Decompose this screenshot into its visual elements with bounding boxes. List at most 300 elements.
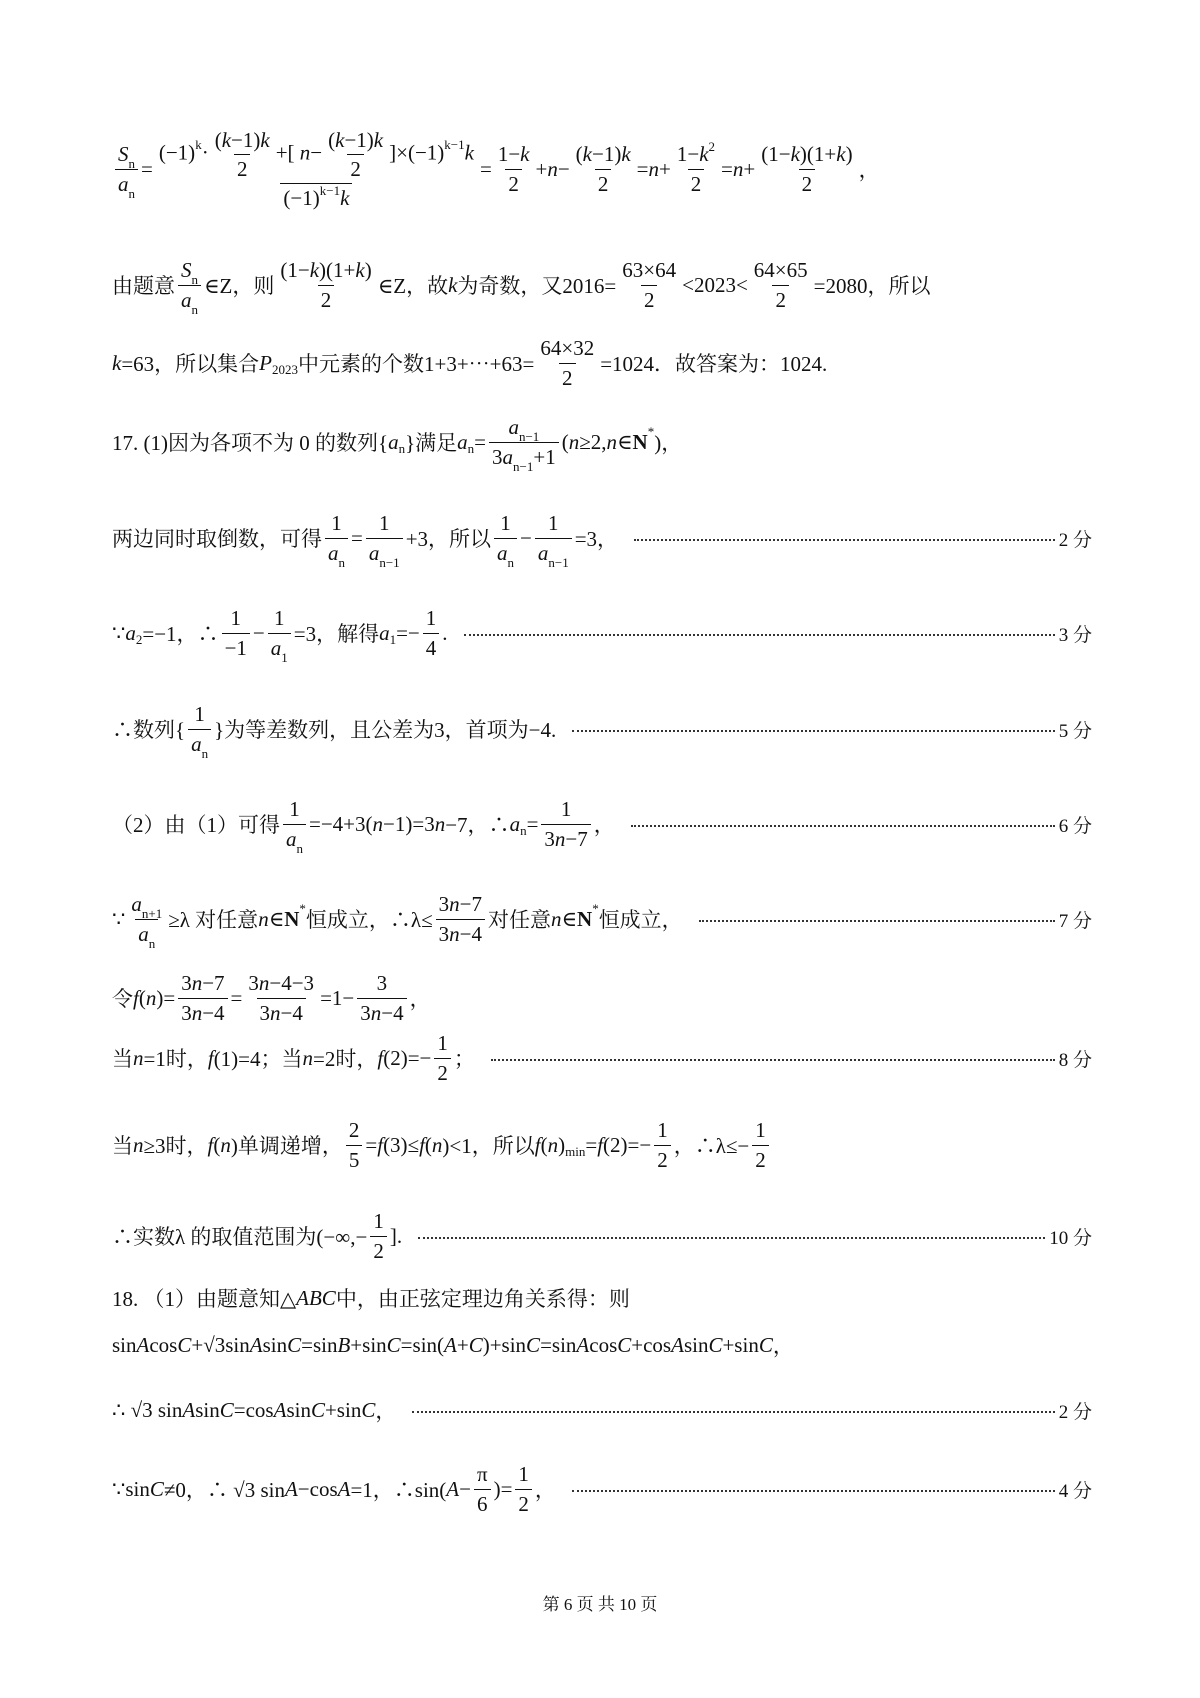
text: )，	[654, 431, 683, 455]
fraction	[178, 971, 227, 1024]
subscript: n	[507, 554, 515, 570]
text: 3	[259, 1000, 271, 1025]
numerator	[423, 606, 440, 632]
text: 3	[181, 971, 192, 996]
subscript: n	[520, 823, 527, 838]
text: )(1+	[319, 258, 356, 283]
numerator	[474, 1462, 491, 1488]
solution-line	[112, 407, 1092, 477]
text: −7	[565, 826, 588, 851]
text: }为等差数列，且公差为3，首项为−4.	[214, 718, 557, 742]
denominator	[318, 285, 335, 312]
text: 18. （1）由题意知△	[112, 1287, 297, 1311]
text: ≥λ 对任意	[168, 908, 259, 932]
text: 2	[775, 287, 786, 312]
text: 1−	[676, 142, 700, 167]
score-label: 10 分	[1049, 1227, 1092, 1249]
text: )+sin	[482, 1332, 527, 1357]
subscript: n	[338, 554, 345, 570]
text: +	[535, 156, 548, 181]
numerator	[654, 1118, 671, 1144]
fraction	[654, 1118, 671, 1171]
text: 令	[112, 987, 133, 1011]
superscript: k−1	[319, 183, 341, 199]
solution-line	[112, 789, 1092, 859]
denominator	[423, 633, 440, 660]
text: 1	[755, 1118, 766, 1143]
text: 1	[548, 511, 559, 536]
text: 中元素的个数1+3+⋯+63=	[298, 352, 535, 376]
math-variable: n	[299, 140, 311, 165]
dotted-leader	[634, 539, 1055, 541]
math-variable: a	[537, 540, 549, 565]
fraction	[436, 892, 485, 945]
text: 1	[500, 511, 511, 536]
text: =	[636, 156, 649, 181]
denominator	[505, 169, 522, 196]
text: −7	[202, 971, 225, 996]
text: 2	[508, 171, 519, 196]
text: ，	[772, 1334, 794, 1358]
text: ，	[593, 813, 615, 837]
dotted-leader	[412, 1411, 1054, 1413]
solution-line	[112, 1310, 1092, 1380]
text: ≥2,	[579, 429, 607, 454]
subscript: 1	[281, 649, 288, 665]
text: （2）由（1）可得	[112, 813, 280, 837]
text: ∵	[112, 906, 126, 931]
text: 2	[643, 287, 655, 312]
text: 64×65	[753, 258, 808, 283]
denominator	[178, 285, 201, 317]
text: 1	[373, 1209, 384, 1234]
denominator	[325, 538, 348, 570]
math-variable: A	[273, 1397, 287, 1422]
math-variable: k	[520, 142, 530, 167]
text: +√3sin	[191, 1332, 250, 1357]
denominator	[494, 538, 517, 570]
text: −	[520, 525, 532, 550]
text: )	[845, 142, 853, 167]
text: ∈	[268, 906, 285, 931]
text: (	[213, 1132, 221, 1157]
math-variable: k	[836, 142, 846, 167]
fraction	[573, 142, 634, 195]
text: 2	[320, 287, 332, 312]
text: −4	[202, 1000, 225, 1025]
text: )单调递增，	[230, 1134, 343, 1158]
text: (−1)	[283, 186, 320, 211]
math-variable: k	[340, 186, 350, 211]
math-variable: k	[448, 272, 458, 297]
numerator	[271, 606, 288, 632]
numerator	[758, 142, 855, 168]
denominator	[541, 824, 590, 851]
text: )(1+	[799, 142, 837, 167]
numerator	[191, 702, 208, 728]
text: 17. (1)因为各项不为 0 的数列{	[112, 431, 389, 455]
numerator	[537, 336, 597, 362]
fraction	[222, 606, 250, 659]
text: ≥3时，	[143, 1134, 208, 1158]
text: 1	[379, 511, 390, 536]
text: =	[351, 525, 363, 550]
denominator	[135, 919, 158, 951]
solution-line	[112, 598, 1092, 668]
text: )<1，所以	[442, 1134, 535, 1158]
text: sin	[195, 1397, 220, 1422]
denominator	[188, 729, 211, 761]
dotted-leader	[699, 920, 1055, 922]
denominator	[115, 169, 138, 201]
fraction	[674, 139, 718, 196]
superscript: k−1	[444, 137, 465, 153]
denominator	[280, 183, 352, 210]
text: (	[138, 985, 146, 1010]
text: (−1)	[158, 140, 196, 165]
text: (3)≤	[383, 1132, 420, 1157]
text: 1	[274, 606, 285, 631]
text: 3	[492, 444, 503, 469]
text: 63×64	[622, 258, 677, 283]
text: −	[459, 1476, 471, 1501]
math-variable: n	[145, 985, 157, 1010]
math-variable: k	[790, 142, 800, 167]
denominator	[799, 169, 816, 196]
math-variable: f	[597, 1132, 604, 1157]
math-variable: a	[286, 826, 297, 851]
text: =−	[396, 620, 420, 645]
numerator	[156, 128, 477, 183]
text: (	[214, 127, 222, 152]
text: =63，所以集合	[121, 352, 260, 376]
math-variable: n	[270, 1000, 281, 1025]
subscript: n	[398, 441, 406, 456]
numerator	[752, 1118, 769, 1144]
text: ≠0，∴ √3 sin	[163, 1478, 285, 1502]
fraction	[541, 797, 590, 850]
fraction	[128, 892, 165, 951]
math-variable: A	[337, 1476, 351, 1501]
text: ∈	[561, 906, 578, 931]
fraction	[489, 415, 559, 474]
math-variable: k	[373, 127, 384, 152]
denominator	[346, 1145, 363, 1172]
text: +	[743, 156, 756, 181]
fraction	[537, 336, 597, 389]
math-variable: A	[444, 1332, 457, 1357]
math-variable: n	[220, 1132, 231, 1157]
math-variable: n	[568, 429, 580, 454]
text: 恒成立，	[598, 908, 683, 932]
text: =	[230, 985, 243, 1010]
text: +1	[533, 444, 556, 469]
math-variable: n	[431, 1132, 443, 1157]
subscript: n−1	[548, 554, 569, 570]
math-set-symbol: N	[632, 429, 648, 454]
denominator	[222, 633, 250, 660]
denominator	[688, 169, 705, 196]
text: 1−	[497, 142, 521, 167]
score-label: 5 分	[1058, 720, 1092, 742]
denominator	[268, 633, 291, 665]
subscript: n	[201, 745, 209, 761]
text: 3	[376, 971, 388, 996]
math-variable: n	[547, 1132, 559, 1157]
text: 2	[657, 1147, 668, 1172]
math-variable: a	[508, 415, 519, 440]
fraction	[495, 142, 533, 195]
numerator	[128, 892, 165, 922]
text: −1)	[592, 142, 622, 167]
text: 2	[348, 1118, 360, 1143]
text: 2	[437, 1060, 448, 1085]
dotted-leader	[631, 825, 1055, 827]
text: sin	[112, 1332, 137, 1357]
subscript: n	[296, 840, 303, 856]
math-variable: k	[582, 142, 592, 167]
numerator	[436, 892, 485, 918]
text: −7	[459, 892, 482, 917]
math-variable: f	[419, 1132, 425, 1157]
text: −1	[224, 635, 247, 660]
superscript: *	[299, 901, 306, 916]
math-variable: A	[671, 1332, 684, 1357]
text: −	[252, 620, 265, 645]
fraction	[245, 971, 317, 1024]
math-variable: C	[310, 1397, 325, 1422]
score-label: 2 分	[1058, 1401, 1092, 1423]
fraction	[751, 258, 811, 311]
denominator	[559, 363, 576, 390]
numerator	[328, 511, 345, 537]
text: ·	[201, 140, 209, 165]
denominator	[283, 824, 306, 856]
fraction	[515, 1462, 532, 1515]
dotted-leader	[491, 1059, 1055, 1061]
numerator	[515, 1462, 532, 1488]
math-variable: C	[149, 1476, 164, 1501]
text: ，	[375, 1399, 397, 1423]
text: +sin	[722, 1332, 759, 1357]
math-variable: k	[464, 140, 474, 165]
solution-line	[112, 503, 1092, 573]
subscript: n	[191, 272, 198, 288]
text: +	[659, 156, 671, 181]
math-variable: A	[284, 1476, 298, 1501]
score-label: 8 分	[1058, 1049, 1092, 1071]
text: +	[456, 1332, 469, 1357]
fraction	[370, 1209, 387, 1262]
text: π	[476, 1462, 488, 1487]
math-variable: a	[388, 429, 399, 454]
text: ，	[858, 158, 880, 182]
denominator	[641, 285, 658, 312]
fraction	[752, 1118, 769, 1171]
text: 1	[289, 797, 300, 822]
text: =1024．故答案为：1024.	[600, 352, 828, 376]
subscript: n−1	[518, 429, 540, 445]
text: −	[310, 140, 323, 165]
math-variable: C	[287, 1332, 302, 1357]
fraction	[434, 1031, 451, 1084]
math-variable: C	[708, 1332, 723, 1357]
text: =1时，	[143, 1047, 208, 1071]
math-variable: n	[449, 892, 460, 917]
text: .	[442, 620, 448, 645]
text: 3	[438, 892, 450, 917]
math-variable: n	[191, 971, 203, 996]
text: −4−3	[269, 971, 315, 996]
math-variable: k	[260, 127, 270, 152]
text: =sin(	[400, 1332, 445, 1357]
subscript: n	[191, 301, 198, 317]
score-label: 2 分	[1058, 529, 1092, 551]
superscript: *	[592, 901, 599, 916]
dotted-leader	[464, 634, 1055, 636]
text: +[	[275, 140, 300, 165]
text: +3，所以	[405, 527, 492, 551]
text: =	[585, 1132, 598, 1157]
text: 1	[331, 511, 342, 536]
solution-line	[112, 1110, 1092, 1180]
text: (	[328, 127, 336, 152]
text: =	[141, 156, 153, 181]
text: 对任意	[487, 908, 551, 932]
math-variable: C	[758, 1332, 773, 1357]
text: (	[424, 1132, 432, 1157]
numerator	[374, 971, 391, 997]
numerator	[346, 1118, 363, 1144]
fraction	[474, 1462, 491, 1515]
text: 2	[801, 171, 813, 196]
score-label: 3 分	[1058, 624, 1092, 646]
text: 3	[248, 971, 259, 996]
math-variable: A	[182, 1397, 196, 1422]
text: =−4+3(	[309, 811, 373, 836]
text: +sin	[350, 1332, 387, 1357]
text: sin	[262, 1332, 288, 1357]
text: 1	[560, 797, 572, 822]
text: 3	[181, 1000, 192, 1025]
text: 当	[112, 1134, 133, 1158]
fraction	[178, 258, 201, 317]
subscript: n−1	[379, 554, 400, 570]
numerator	[558, 797, 575, 823]
text: (1−	[280, 258, 310, 283]
text: 6	[477, 1491, 488, 1516]
math-variable: a	[457, 429, 468, 454]
text: =2时，	[313, 1047, 378, 1071]
subscript: 2023	[272, 362, 298, 377]
math-variable: A	[136, 1332, 150, 1357]
text: +sin	[324, 1397, 362, 1422]
numerator	[325, 128, 386, 154]
numerator	[495, 142, 533, 168]
superscript: *	[647, 424, 655, 439]
text: 2	[755, 1147, 766, 1172]
text: =1，∴sin(	[350, 1478, 447, 1502]
math-variable: n	[133, 1132, 144, 1157]
text: ∴数列{	[112, 718, 186, 742]
text: ∴实数λ 的取值范围为(−∞,−	[112, 1225, 368, 1249]
math-variable: k	[309, 258, 320, 283]
text: }满足	[405, 431, 458, 455]
text: −7，∴	[445, 813, 510, 837]
text: 64×32	[540, 336, 595, 361]
text: 3	[360, 1000, 371, 1025]
fraction	[325, 511, 348, 570]
math-variable: C	[219, 1397, 234, 1422]
text: =cos	[233, 1397, 274, 1422]
text: 1	[230, 606, 241, 631]
text: =3，解得	[293, 622, 380, 646]
math-variable: a	[125, 620, 136, 645]
text: 3	[544, 826, 555, 851]
math-variable: C	[361, 1397, 376, 1422]
denominator	[434, 1058, 451, 1085]
text: (	[561, 429, 569, 454]
math-variable: n	[547, 156, 558, 181]
text: ∈Z，故	[377, 274, 449, 298]
text: )=	[156, 985, 176, 1010]
text: 由题意	[112, 274, 175, 298]
numerator	[376, 511, 393, 537]
text: =−1，∴	[142, 622, 219, 646]
text: =sin	[301, 1332, 338, 1357]
denominator	[436, 919, 485, 946]
text: (1)=4；当	[213, 1047, 303, 1071]
math-variable: n	[648, 156, 660, 181]
solution-line	[112, 884, 1092, 954]
math-variable: f	[534, 1132, 541, 1157]
numerator	[674, 139, 718, 168]
numerator	[619, 258, 679, 284]
fraction	[283, 797, 306, 856]
text: 1	[518, 1462, 529, 1487]
math-variable: B	[337, 1332, 351, 1357]
math-variable: f	[207, 1045, 214, 1070]
text: −	[557, 156, 570, 181]
text: (	[575, 142, 583, 167]
math-variable: a	[509, 811, 521, 836]
math-variable: a	[379, 620, 390, 645]
text: =	[474, 429, 487, 454]
fraction	[758, 142, 855, 195]
numerator	[370, 1209, 387, 1235]
text: 2	[518, 1491, 529, 1516]
text: =	[721, 156, 733, 181]
math-variable: k	[335, 127, 345, 152]
text: 2	[236, 156, 248, 181]
math-variable: a	[118, 171, 129, 196]
math-variable: C	[617, 1332, 632, 1357]
fraction	[619, 258, 679, 311]
text: sin	[683, 1332, 709, 1357]
text: ∵sin	[112, 1476, 150, 1501]
fraction	[494, 511, 517, 570]
math-variable: a	[131, 892, 142, 917]
page-footer: 第 6 页 共 10 页	[542, 1595, 658, 1614]
math-variable: f	[207, 1132, 214, 1157]
score-label: 4 分	[1058, 1480, 1092, 1502]
text: =sin	[540, 1332, 577, 1357]
math-variable: k	[112, 350, 122, 375]
math-variable: n	[449, 921, 460, 946]
text: ].	[389, 1223, 403, 1248]
math-variable: n	[133, 1045, 144, 1070]
subscript: n	[148, 935, 156, 951]
